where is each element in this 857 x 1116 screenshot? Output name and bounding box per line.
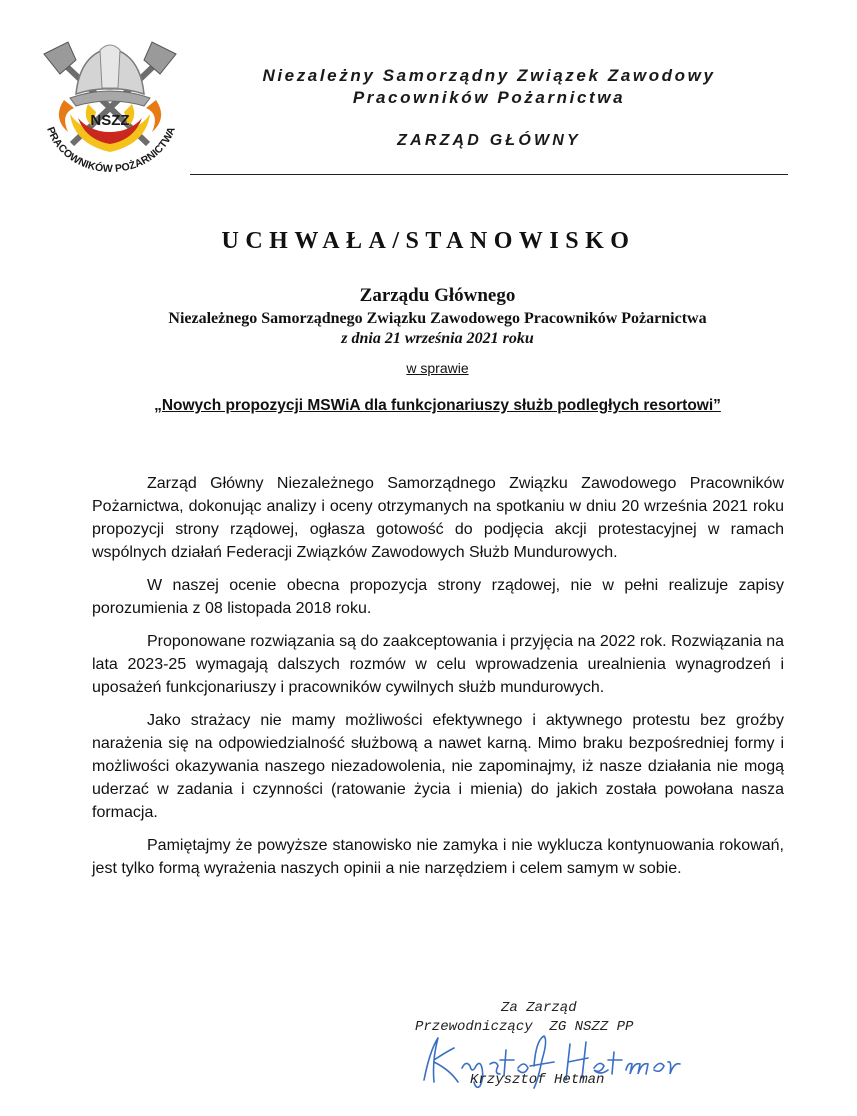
document-title: UCHWAŁA/STANOWISKO	[221, 228, 636, 254]
document-date: z dnia 21 września 2021 roku	[341, 330, 534, 347]
paragraph: Proponowane rozwiązania są do zaakceptowania i przyjęcia na 2022 rok. Rozwiązania na lata 2023-25 wymagają dalszych rozmów w celu wprowadzenia urealnienia wynagrodzeń i uposażeń funkcjonariuszy i pracowników cywilnych służb mundurowych.	[92, 633, 784, 696]
signature-line-1: Za Zarząd	[501, 1000, 577, 1016]
paragraph: Zarząd Główny Niezależnego Samorządnego Związku Zawodowego Pracowników Pożarnictwa, dokonując analizy i oceny otrzymanych na spotkaniu w dniu 20 września 2021 roku propozycji strony rządowej, ogłasza gotowość do podjęcia akcji protestacyjnej w ramach wspólnych działań Federacji Związków Zawodowych Służb Mundurowych.	[92, 475, 784, 561]
helmet-icon	[70, 45, 150, 106]
document-subject: „Nowych propozycji MSWiA dla funkcjonariuszy służb podległych resortowi”	[154, 397, 721, 414]
org-name-line1: Niezależny Samorządny Związek Zawodowy	[262, 66, 716, 85]
logo-initials: NSZZ	[90, 112, 130, 129]
paragraph: Jako strażacy nie mamy możliwości efektywnego i aktywnego protestu bez groźby narażenia się na odpowiedzialność służbową a nawet karną. Mimo braku bezpośredniej formy i możliwości okazywania naszego niezadowolenia, nie zapominajmy, iż nasze działania nie mogą uderzać w zadania i czynności (ratowanie życia i mienia) do jakich została powołana nasza formacja.	[92, 712, 784, 821]
paragraph: Pamiętajmy że powyższe stanowisko nie zamyka i nie wyklucza kontynuowania rokowań, jest tylko formą wyrażenia naszych opinii a nie narzędziem i celem samym w sobie.	[92, 837, 784, 877]
matter-label: w sprawie	[406, 360, 469, 376]
signature-line-2: Przewodniczący ZG NSZZ PP	[415, 1019, 634, 1035]
signatory-name: Krzysztof Hetman	[470, 1072, 605, 1088]
board-heading: ZARZĄD GŁÓWNY	[397, 132, 581, 149]
logo-arc-textpath: PRACOWNIKÓW POŻARNICTWA	[44, 125, 178, 176]
header-divider	[190, 174, 788, 175]
document-subtitle-2: Niezależnego Samorządnego Związku Zawodowego Pracowników Pożarnictwa	[168, 310, 707, 327]
paragraph: W naszej ocenie obecna propozycja strony rządowej, nie w pełni realizuje zapisy porozumienia z 08 listopada 2018 roku.	[92, 577, 784, 617]
document-body	[92, 472, 784, 890]
document-subtitle-1: Zarządu Głównego	[359, 285, 516, 306]
org-name-line2: Pracowników Pożarnictwa	[352, 88, 626, 107]
union-logo	[30, 34, 190, 184]
